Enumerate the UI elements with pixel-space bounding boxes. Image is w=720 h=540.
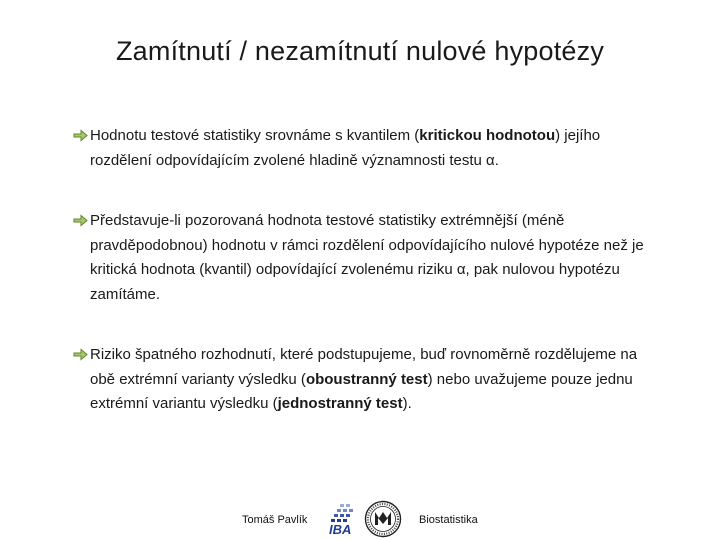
bold-term: kritickou hodnotou: [419, 127, 556, 144]
bullet-list: [73, 124, 653, 417]
iba-logo-text: IBA: [329, 522, 352, 536]
arrow-right-icon: [73, 214, 88, 227]
slide-title: Zamítnutí / nezamítnutí nulové hypotézy: [115, 36, 605, 66]
bullet-item: [73, 343, 653, 417]
bullet-item: [73, 209, 653, 307]
bold-term: oboustranný test: [305, 370, 428, 388]
footer-author: Tomáš Pavlík: [242, 514, 308, 526]
footer-course: Biostatistika: [419, 514, 478, 526]
bullet-text: Riziko špatného rozhodnutí, které podstupujeme, buď rovnoměrně rozdělujeme na obě extrémní varianty výsledku (oboustranný test) nebo uvažujeme pouze jednu extrémní variantu výsledku (jednostranný test).: [90, 346, 638, 412]
bullet-item: [73, 124, 653, 173]
bold-term: jednostranný test: [277, 395, 403, 412]
bullet-text: Hodnotu testové statistiky srovnáme s kvantilem (kritickou hodnotou) jejího rozdělení odpovídajícím zvolené hladině významnosti testu α.: [90, 127, 601, 169]
masaryk-university-seal: [364, 500, 402, 538]
arrow-right-icon: [73, 129, 88, 142]
arrow-right-icon: [73, 348, 88, 361]
bullet-text: Představuje-li pozorovaná hodnota testové statistiky extrémnější (méně pravděpodobnou) hodnotu v rámci rozdělení odpovídajícího nulové hypotéze než je kritická hodnota (kvantil) odpovídající zvolenému riziku α, pak nulovou hypotézu zamítáme.: [90, 212, 644, 303]
iba-logo: [326, 502, 358, 536]
